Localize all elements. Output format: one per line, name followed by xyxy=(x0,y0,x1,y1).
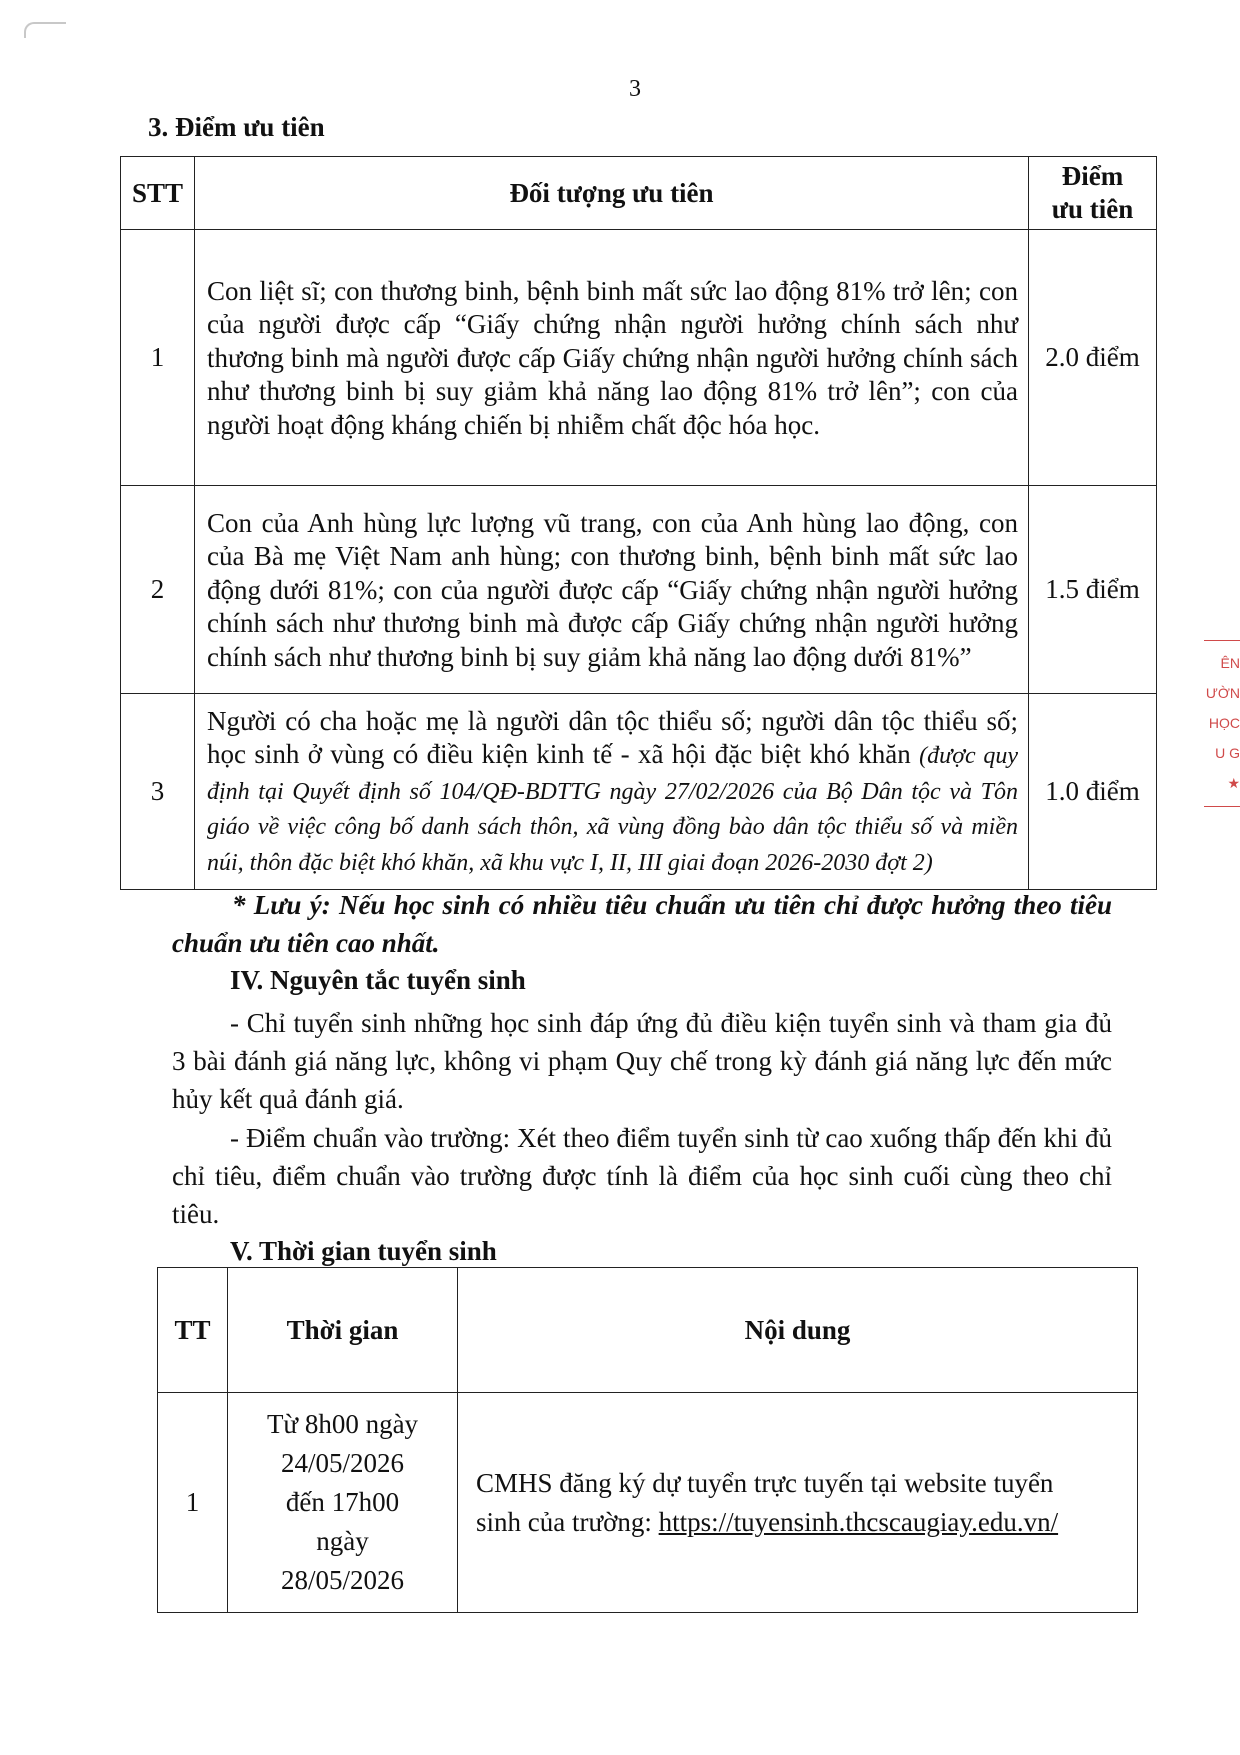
schedule-table-header xyxy=(158,1268,1138,1393)
time-line: đến 17h00 xyxy=(285,1487,400,1517)
col-noi-dung: Nội dung xyxy=(458,1268,1138,1393)
col-stt: STT xyxy=(121,157,195,230)
table-row xyxy=(158,1393,1138,1613)
stamp-text: HỌC xyxy=(1208,715,1240,731)
stamp-text: ƯỜN xyxy=(1205,685,1240,701)
stamp-line xyxy=(1204,640,1240,641)
row-tt: 1 xyxy=(158,1393,228,1613)
section5-heading: V. Thời gian tuyển sinh xyxy=(230,1236,497,1266)
row-description xyxy=(195,694,1029,890)
row-content xyxy=(458,1393,1138,1613)
row-points: 1.0 điểm xyxy=(1029,694,1157,890)
table-row xyxy=(121,694,1157,890)
row-description: Con của Anh hùng lực lượng vũ trang, con của Anh hùng lao động, con của Bà mẹ Việt Nam anh hùng; con thương binh, bệnh binh mất sức lao động dưới 81%; con của người được cấp “Giấy chứng nhận người hưởng chính sách như thương binh mà được cấp Giấy chứng nhận người hưởng chính sách như thương binh bị suy giảm khả năng lao động dưới 81%” xyxy=(195,486,1029,694)
registration-website-link[interactable]: https://tuyensinh.thcscaugiay.edu.vn/ xyxy=(658,1506,1059,1537)
content-line: CMHS đăng ký dự tuyển trực tuyến tại website tuyển xyxy=(476,1467,1054,1498)
scan-corner-mark xyxy=(24,22,66,38)
school-stamp-fragment xyxy=(1200,640,1240,830)
time-line: ngày xyxy=(316,1526,369,1556)
table-row xyxy=(121,230,1157,486)
row-time xyxy=(228,1393,458,1613)
principle-paragraph-2: - Điểm chuẩn vào trường: Xét theo điểm tuyển sinh từ cao xuống thấp đến khi đủ chỉ tiêu, điểm chuẩn vào trường được tính là điểm của học sinh cuối cùng theo chỉ tiêu. xyxy=(172,1123,1112,1229)
row-legal-reference: (được quy định tại Quyết định số 104/QĐ-BDTTG ngày 27/02/2026 của Bộ Dân tộc và Tôn giáo về việc công bố danh sách thôn, xã vùng đồng bào dân tộc thiểu số và miền núi, thôn đặc biệt khó khăn, xã khu vực I, II, III giai đoạn 2026-2030 đợt 2) xyxy=(207,743,1018,876)
row-points: 1.5 điểm xyxy=(1029,486,1157,694)
section4-heading: IV. Nguyên tắc tuyển sinh xyxy=(230,965,526,995)
priority-table-header xyxy=(121,157,1157,230)
col-diem-line1: Điểm xyxy=(1061,161,1124,191)
time-line: 24/05/2026 xyxy=(280,1448,404,1478)
page-number: 3 xyxy=(629,76,641,102)
col-thoi-gian: Thời gian xyxy=(228,1268,458,1393)
row-description: Con liệt sĩ; con thương binh, bệnh binh mất sức lao động 81% trở lên; con của người được cấp “Giấy chứng nhận người hưởng chính sách như thương binh mà người được cấp Giấy chứng nhận người hưởng chính sách như thương binh bị suy giảm khả năng lao động 81% trở lên”; con của người hoạt động kháng chiến bị nhiễm chất độc hóa học. xyxy=(195,230,1029,486)
priority-table xyxy=(120,156,1157,890)
content-line: sinh của trường: xyxy=(476,1506,659,1537)
principle-paragraph-1: - Chỉ tuyển sinh những học sinh đáp ứng đủ điều kiện tuyển sinh và tham gia đủ 3 bài đánh giá năng lực, không vi phạm Quy chế trong kỳ đánh giá năng lực đến mức hủy kết quả đánh giá. xyxy=(172,1008,1112,1114)
row-stt: 1 xyxy=(121,230,195,486)
stamp-text: ÊN xyxy=(1220,655,1240,671)
schedule-table xyxy=(157,1267,1138,1613)
col-tt: TT xyxy=(158,1268,228,1393)
row-description-text: Người có cha hoặc mẹ là người dân tộc thiểu số; người dân tộc thiểu số; học sinh ở vùng có điều kiện kinh tế - xã hội đặc biệt khó khăn xyxy=(207,705,1018,770)
stamp-star-icon: ★ xyxy=(1227,775,1240,791)
priority-note: * Lưu ý: Nếu học sinh có nhiều tiêu chuẩn ưu tiên chỉ được hưởng theo tiêu chuẩn ưu tiên cao nhất. xyxy=(172,890,1112,958)
stamp-text: U G xyxy=(1215,745,1240,761)
row-points: 2.0 điểm xyxy=(1029,230,1157,486)
col-diem-line2: ưu tiên xyxy=(1051,194,1134,224)
time-line: Từ 8h00 ngày xyxy=(266,1409,419,1439)
col-doi-tuong: Đối tượng ưu tiên xyxy=(195,157,1029,230)
row-stt: 3 xyxy=(121,694,195,890)
time-line: 28/05/2026 xyxy=(280,1565,404,1595)
section3-heading: 3. Điểm ưu tiên xyxy=(148,112,325,142)
stamp-line xyxy=(1204,806,1240,807)
row-stt: 2 xyxy=(121,486,195,694)
table-row xyxy=(121,486,1157,694)
col-diem xyxy=(1029,157,1157,230)
